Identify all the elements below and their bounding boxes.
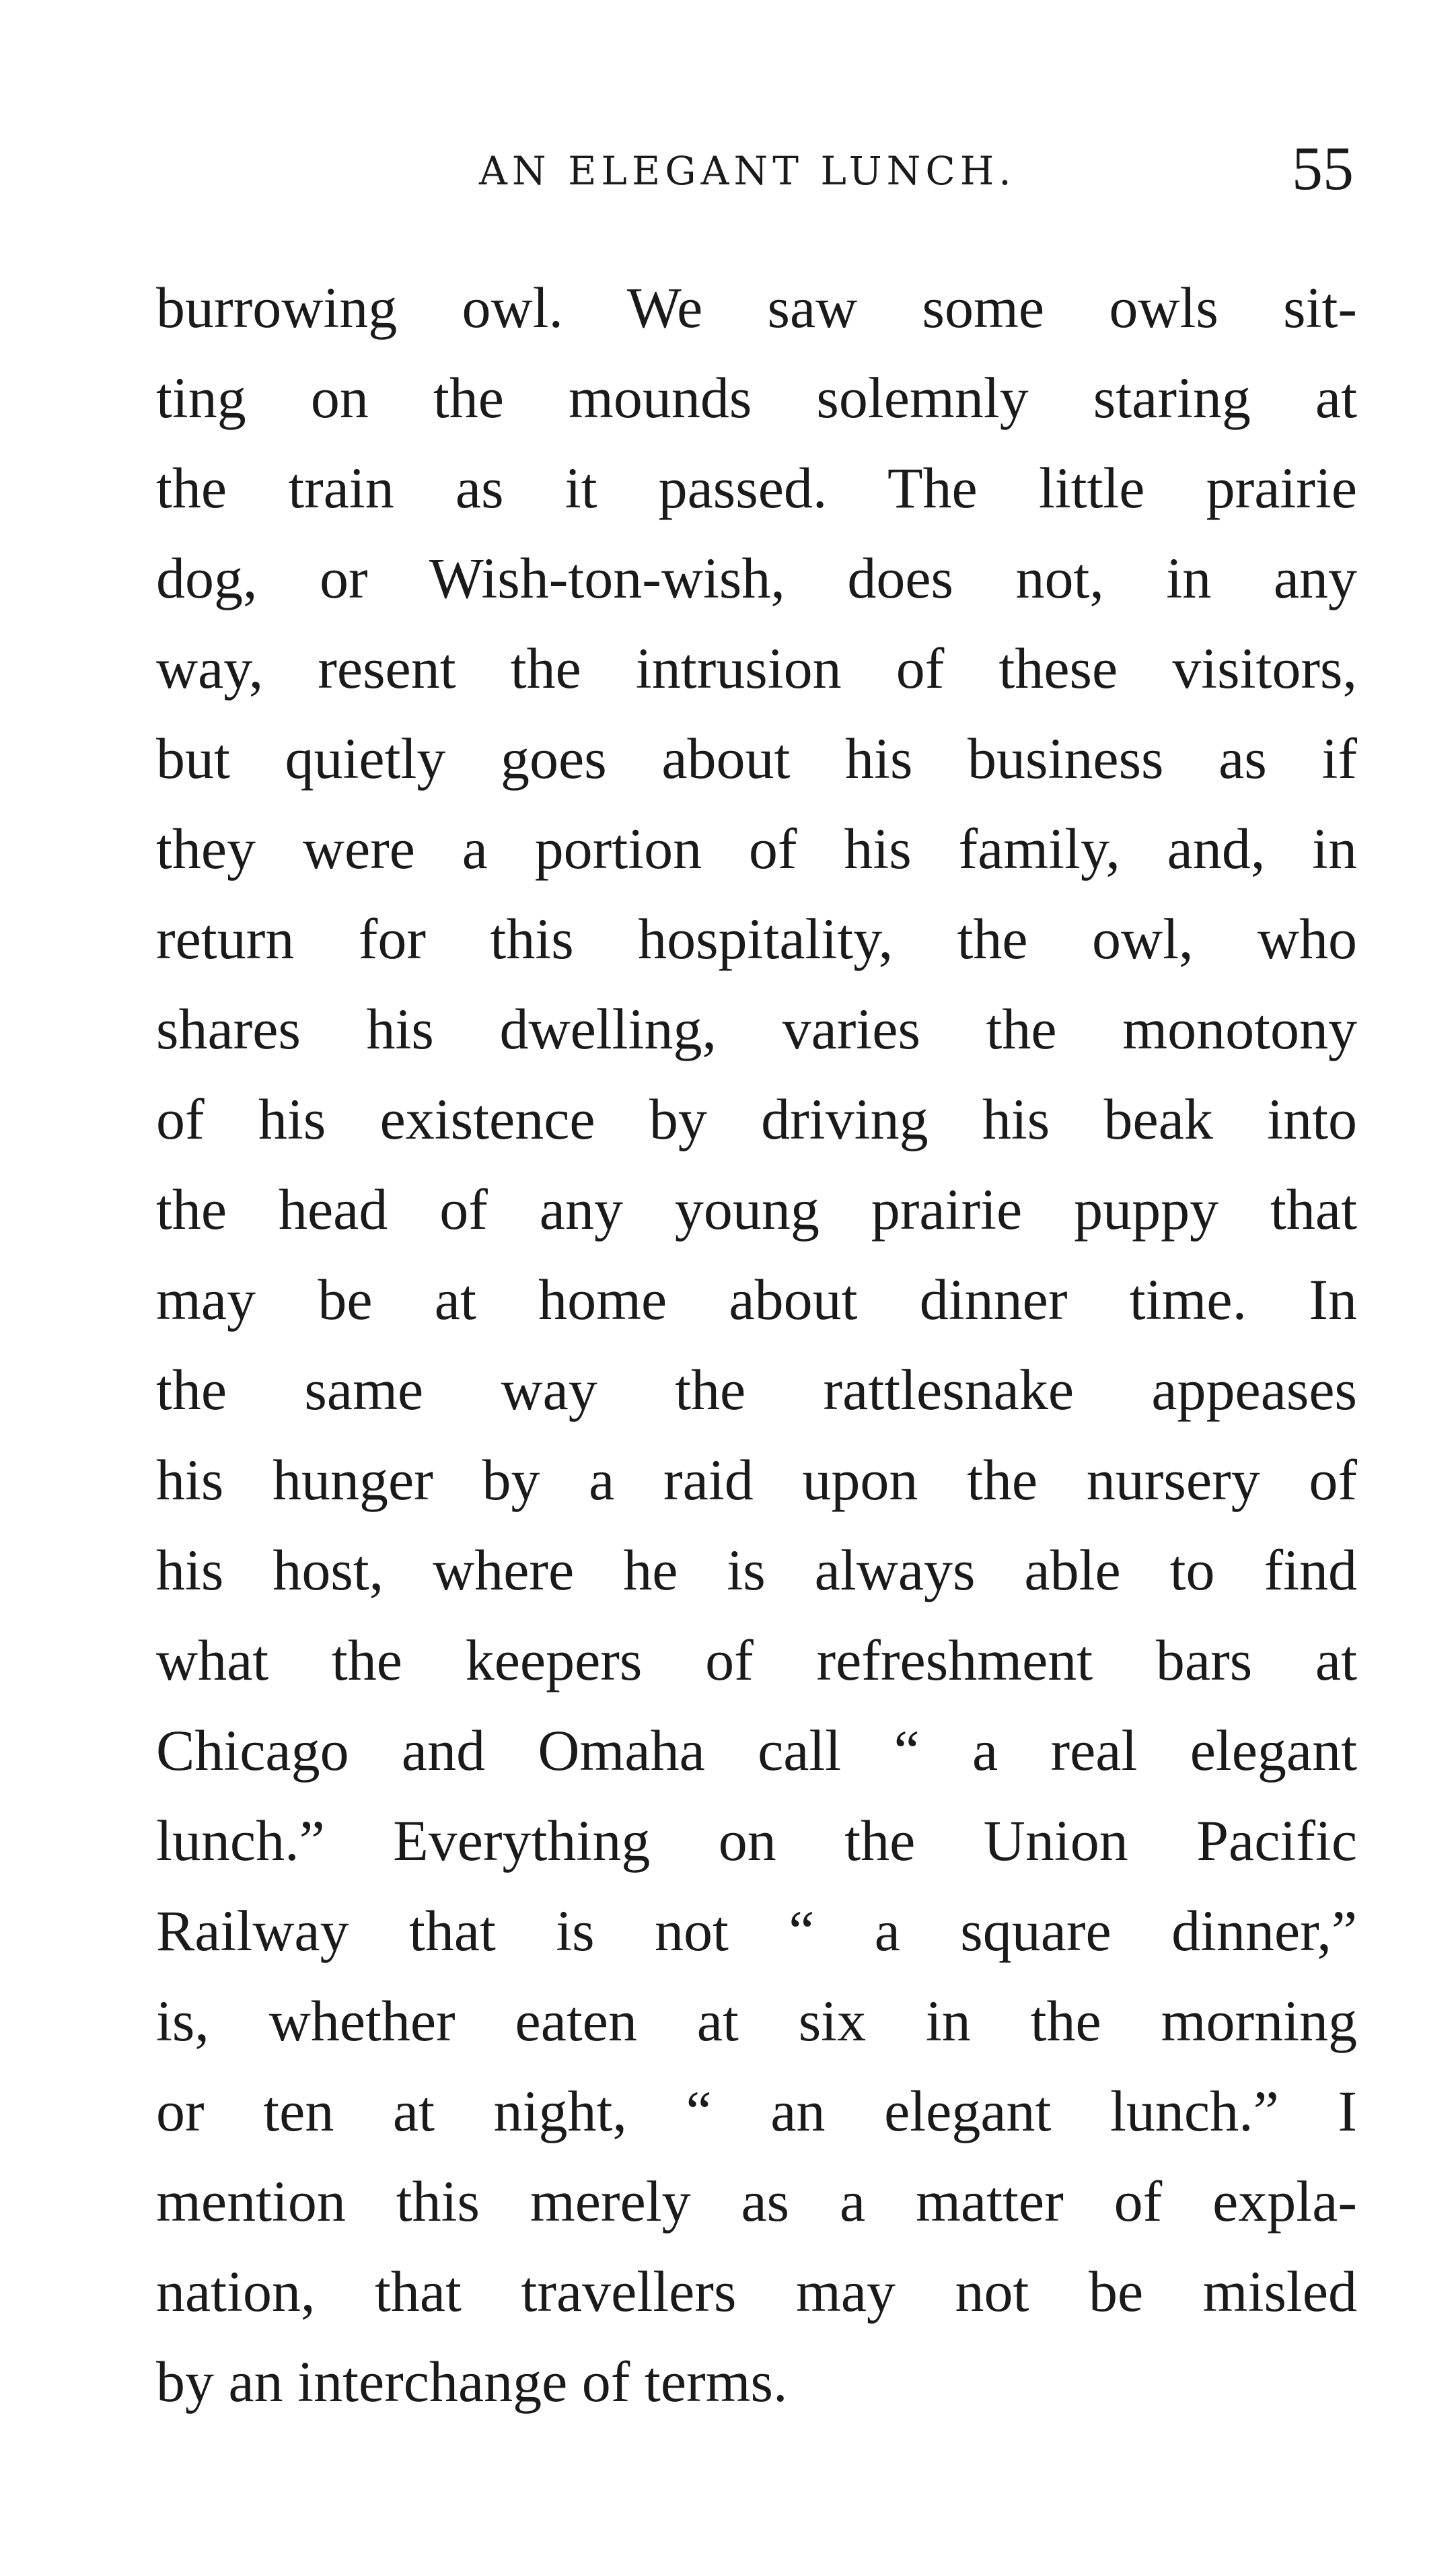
text-line: way, resent the intrusion of these visitors, bbox=[156, 636, 1357, 701]
text-line: the same way the rattlesnake appeases bbox=[156, 1357, 1357, 1422]
text-line: Chicago and Omaha call “ a real elegant bbox=[156, 1718, 1357, 1783]
text-line: nation, that travellers may not be misled bbox=[156, 2259, 1357, 2324]
running-head bbox=[156, 134, 1354, 203]
text-line: by an interchange of terms. bbox=[156, 2349, 788, 2414]
text-line: shares his dwelling, varies the monotony bbox=[156, 997, 1357, 1061]
text-line: mention this merely as a matter of expla- bbox=[156, 2169, 1357, 2234]
text-line: burrowing owl. We saw some owls sit- bbox=[156, 275, 1357, 340]
page-number: 55 bbox=[1292, 134, 1354, 203]
text-line: the head of any young prairie puppy that bbox=[156, 1177, 1357, 1242]
text-line: of his existence by driving his beak into bbox=[156, 1087, 1357, 1151]
text-line: what the keepers of refreshment bars at bbox=[156, 1628, 1357, 1692]
text-line: may be at home about dinner time. In bbox=[156, 1267, 1357, 1332]
text-line: lunch.” Everything on the Union Pacific bbox=[156, 1808, 1357, 1873]
text-line: the train as it passed. The little prairie bbox=[156, 456, 1357, 520]
text-line: or ten at night, “ an elegant lunch.” I bbox=[156, 2079, 1357, 2143]
text-line: return for this hospitality, the owl, who bbox=[156, 906, 1357, 971]
running-title: AN ELEGANT LUNCH. bbox=[479, 148, 1016, 194]
text-line: his host, where he is always able to find bbox=[156, 1538, 1357, 1602]
text-line: dog, or Wish-ton-wish, does not, in any bbox=[156, 546, 1357, 610]
text-line: is, whether eaten at six in the morning bbox=[156, 1989, 1357, 2053]
text-line: Railway that is not “ a square dinner,” bbox=[156, 1898, 1357, 1963]
text-line: his hunger by a raid upon the nursery of bbox=[156, 1448, 1357, 1512]
text-line: but quietly goes about his business as if bbox=[156, 726, 1357, 791]
text-line: ting on the mounds solemnly staring at bbox=[156, 365, 1357, 430]
body-text bbox=[156, 262, 1357, 2427]
text-line: they were a portion of his family, and, in bbox=[156, 816, 1357, 881]
